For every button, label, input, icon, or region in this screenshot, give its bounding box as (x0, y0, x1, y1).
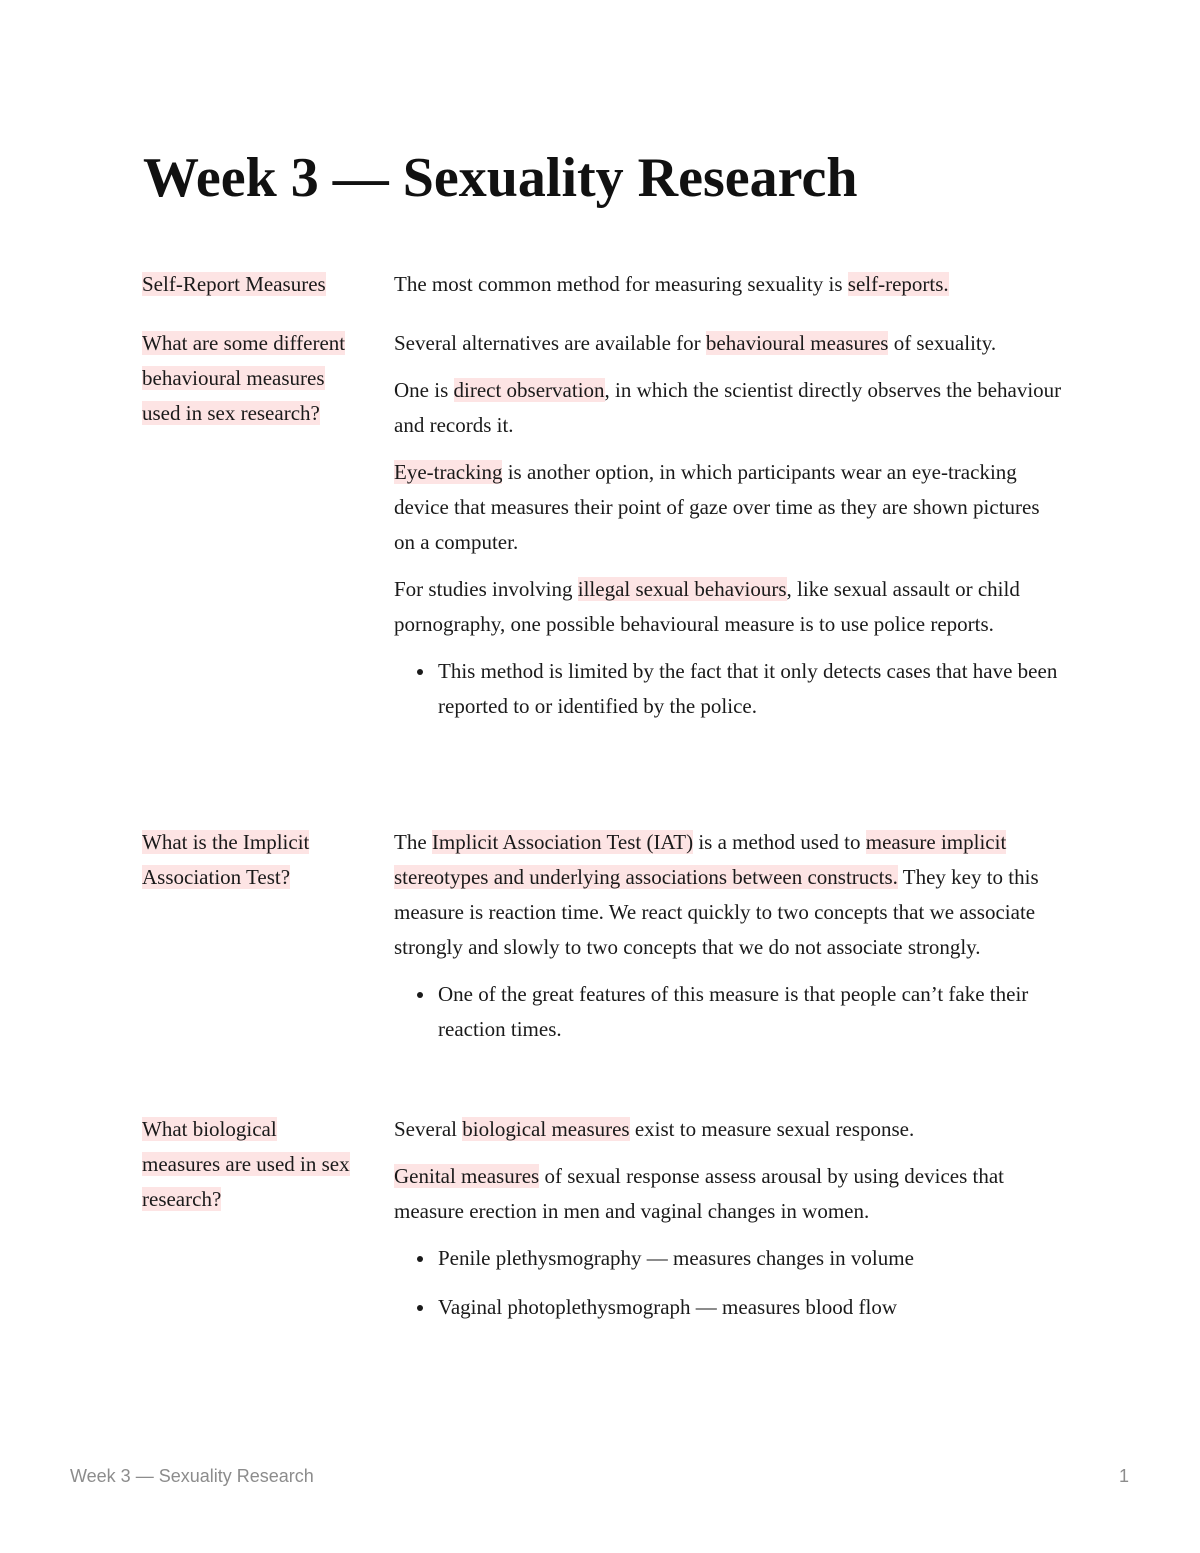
highlight: Implicit Association Test (IAT) (431, 830, 694, 854)
notes (394, 1112, 1062, 1339)
page-title: Week 3 — Sexuality Research (143, 147, 858, 209)
text: For studies involving (394, 577, 578, 601)
footer-title: Week 3 — Sexuality Research (70, 1466, 314, 1486)
text: One is (394, 378, 454, 402)
paragraph (394, 1159, 1062, 1229)
cue-label (142, 326, 357, 431)
highlight: Genital measures (394, 1164, 540, 1188)
list-item: • Vaginal photoplethysmograph — measures blood flow (436, 1290, 1062, 1325)
text: of sexual response assess arousal by using devices that measure erection in men and vaginal changes in women. (394, 1164, 1005, 1223)
text: exist to measure sexual response. (629, 1117, 915, 1141)
list-item: • One of the great features of this measure is that people can’t fake their reaction times. (436, 977, 1062, 1047)
text: They key to this measure is reaction time. We react quickly to two concepts that we associate strongly and slowly to two concepts that we do not associate strongly. (394, 865, 1039, 959)
highlight: direct observation (453, 378, 605, 402)
cue-text: What are some different behavioural measures used in sex research? (142, 331, 346, 425)
cue-text: What is the Implicit Association Test? (142, 830, 310, 889)
notes (394, 267, 1062, 314)
cue-label (142, 267, 357, 302)
paragraph (394, 1112, 1062, 1147)
text: , like sexual assault or child pornography, one possible behavioural measure is to use police reports. (394, 577, 1020, 636)
bullet-list (394, 1241, 1062, 1325)
text: , in which the scientist directly observes the behaviour and records it. (394, 378, 1062, 437)
paragraph (394, 373, 1062, 443)
text: Several alternatives are available for (394, 331, 706, 355)
text: is another option, in which participants wear an eye-tracking device that measures their point of gaze over time as they are shown pictures on a computer. (394, 460, 1040, 554)
cue-label (142, 825, 357, 895)
highlight: self-reports. (847, 272, 949, 296)
text: is a method used to (693, 830, 866, 854)
highlight: Eye-tracking (394, 460, 503, 484)
paragraph (394, 572, 1062, 642)
cue-text: What biological measures are used in sex research? (142, 1117, 350, 1211)
notes (394, 825, 1062, 1061)
bullet-list (394, 654, 1062, 724)
text: The (394, 830, 432, 854)
text: of sexuality. (888, 331, 997, 355)
highlight: measure implicit stereotypes and underlying associations between constructs. (394, 830, 1007, 889)
paragraph (394, 825, 1062, 965)
notes (394, 326, 1062, 738)
text: Several (394, 1117, 463, 1141)
page-number: 1 (1119, 1466, 1130, 1486)
list-item: • This method is limited by the fact that it only detects cases that have been reported to or identified by the police. (436, 654, 1062, 724)
cue-text: Self-Report Measures (142, 272, 326, 296)
bullet-list (394, 977, 1062, 1047)
highlight: illegal sexual behaviours (577, 577, 787, 601)
paragraph (394, 267, 1062, 302)
highlight: behavioural measures (705, 331, 889, 355)
paragraph (394, 455, 1062, 560)
list-item: • Penile plethysmography — measures changes in volume (436, 1241, 1062, 1276)
cue-label (142, 1112, 357, 1217)
highlight: biological measures (462, 1117, 630, 1141)
paragraph (394, 326, 1062, 361)
text: The most common method for measuring sexuality is (394, 272, 848, 296)
